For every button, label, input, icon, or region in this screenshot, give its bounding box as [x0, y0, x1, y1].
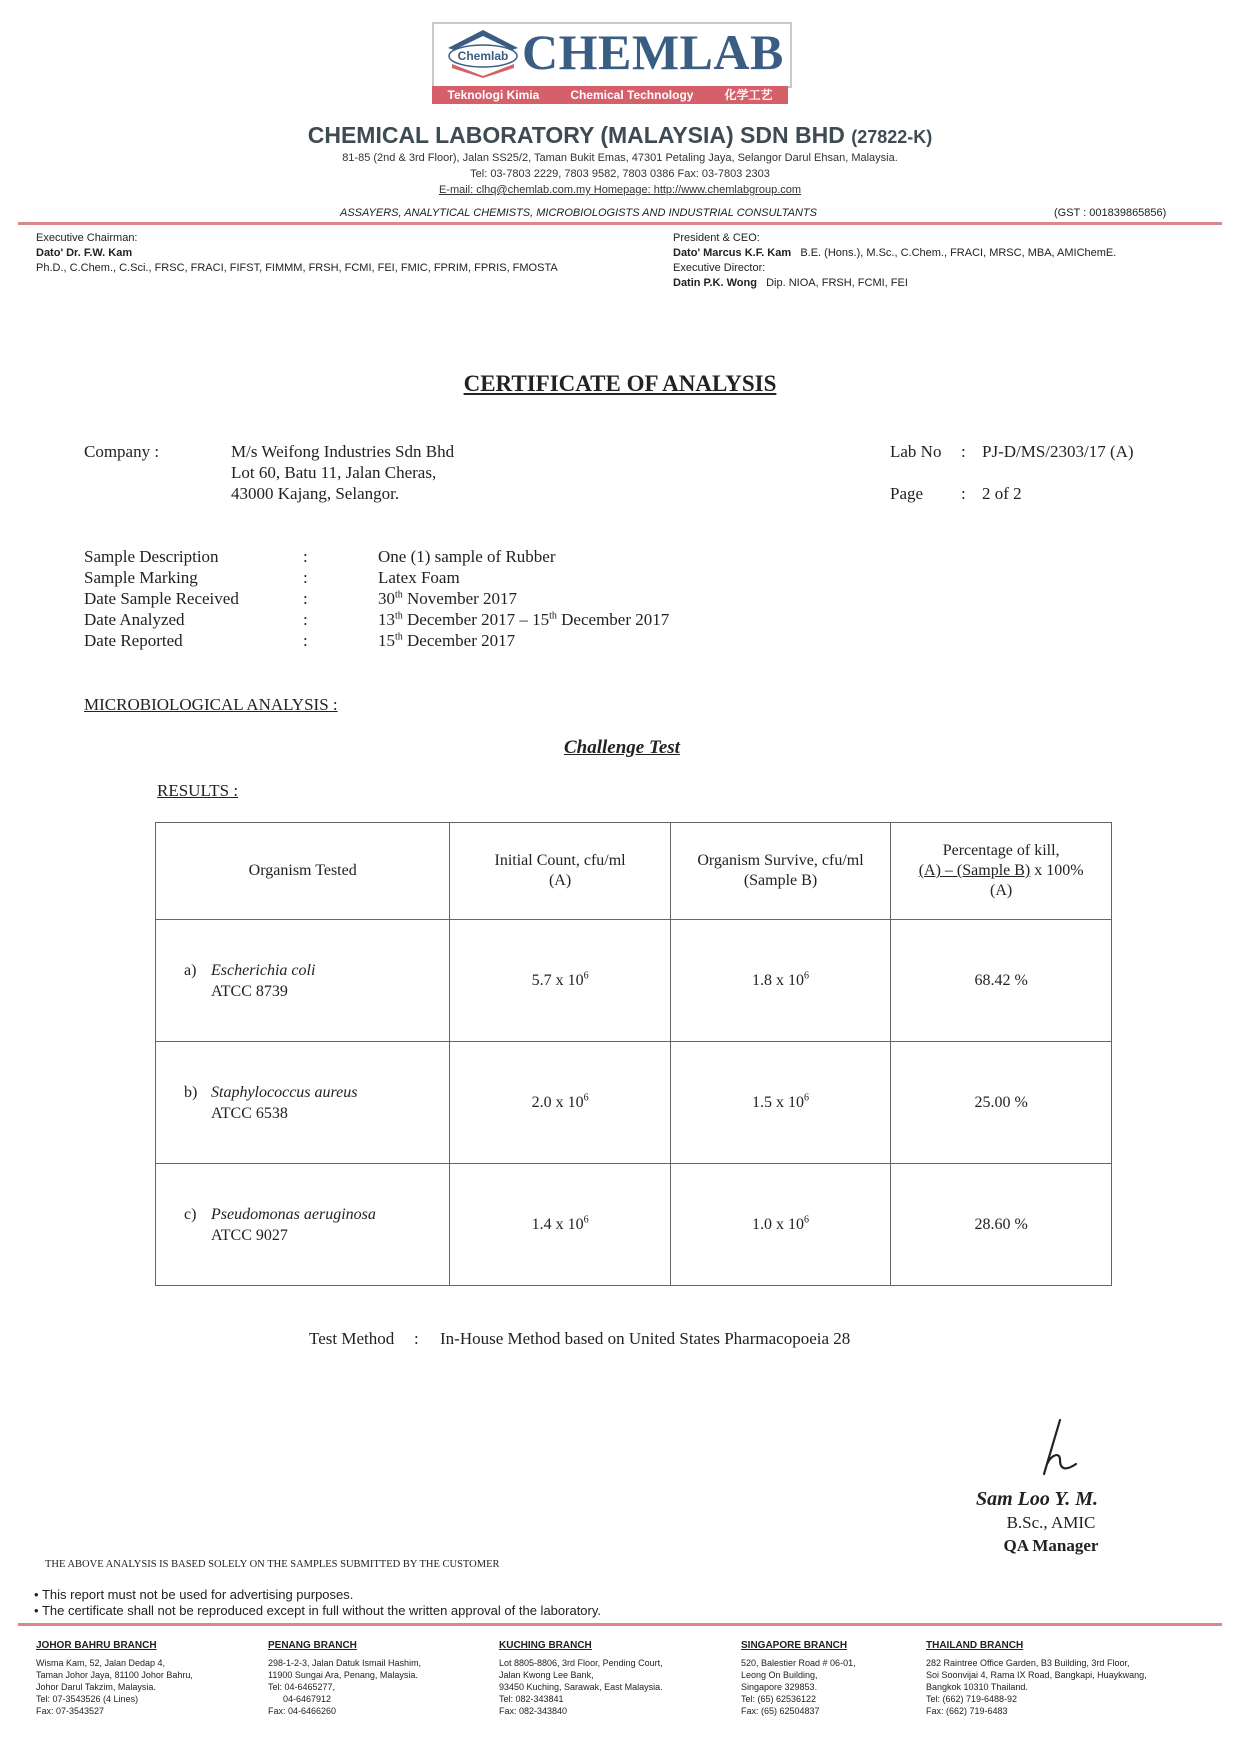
- colon: :: [303, 631, 308, 650]
- director-title: Executive Director:: [673, 262, 766, 274]
- section-heading: MICROBIOLOGICAL ANALYSIS :: [84, 695, 338, 714]
- sample-info-labels: [84, 546, 239, 651]
- colon: :: [303, 547, 308, 566]
- sample-info-colons: [303, 546, 308, 651]
- chairman-title: Executive Chairman:: [36, 232, 138, 244]
- colon: :: [303, 568, 308, 587]
- director-qualifications: Dip. NIOA, FRSH, FCMI, FEI: [766, 277, 908, 289]
- signatory-qualifications: B.Sc., AMIC: [1006, 1513, 1096, 1532]
- test-method-label: Test Method: [309, 1329, 395, 1348]
- table-row: [156, 1164, 1112, 1286]
- analysis-basis-note: THE ABOVE ANALYSIS IS BASED SOLELY ON THE SAMPLES SUBMITTED BY THE CUSTOMER: [45, 1559, 500, 1570]
- organism-cell: b) Staphylococcus aureus ATCC 6538: [156, 1042, 450, 1164]
- branch-name: JOHOR BAHRU BRANCH: [36, 1640, 157, 1651]
- gst-number: (GST : 001839865856): [1054, 207, 1167, 219]
- table-row: [156, 920, 1112, 1042]
- header-divider: [18, 222, 1222, 225]
- footer-divider: [18, 1623, 1222, 1626]
- strip-english: Chemical Technology: [570, 88, 694, 102]
- branch-johor-bahru: JOHOR BAHRU BRANCH Wisma Kam, 52, Jalan Dedap 4, Taman Johor Jaya, 81100 Johor Bahru, Johor Darul Takzim, Malaysia. Tel: 07-3543526 (4 Lines) Fax: 07-3543527: [36, 1640, 193, 1716]
- sample-description-value: One (1) sample of Rubber: [378, 547, 556, 566]
- page-colon: :: [961, 484, 966, 503]
- kill-percentage-cell: 25.00 %: [891, 1042, 1112, 1164]
- initial-count-cell: 5.7 x $10^6$: [450, 920, 670, 1042]
- date-reported-label: Date Reported: [84, 631, 183, 650]
- branch-penang: PENANG BRANCH 298-1-2-3, Jalan Datuk Ismail Hashim, 11900 Sungai Ara, Penang, Malaysia. Tel: 04-6465277, 04-6467912 Fax: 04-6466260: [268, 1640, 422, 1716]
- sample-marking-value: Latex Foam: [378, 568, 460, 587]
- chairman-qualifications: Ph.D., C.Chem., C.Sci., FRSC, FRACI, FIFST, FIMMM, FRSH, FCMI, FEI, FMIC, FPRIM, FPRIS, FMOSTA: [36, 262, 558, 274]
- initial-count-cell: 2.0 x $10^6$: [450, 1042, 670, 1164]
- logo-wordmark: CHEMLAB: [522, 24, 784, 80]
- kill-percentage-cell: 68.42 %: [891, 920, 1112, 1042]
- survive-count-cell: 1.0 x $10^6$: [670, 1164, 891, 1286]
- test-name: Challenge Test: [564, 737, 680, 758]
- company-name-text: CHEMICAL LABORATORY (MALAYSIA) SDN BHD: [307, 122, 845, 148]
- strip-chinese: 化学工艺: [724, 88, 773, 102]
- disclaimer-item: • The certificate shall not be reproduced except in full without the written approval of the laboratory.: [34, 1603, 602, 1618]
- client-name: M/s Weifong Industries Sdn Bhd: [231, 442, 455, 461]
- client-address-line-2: 43000 Kajang, Selangor.: [231, 484, 400, 503]
- disclaimer-item: • This report must not be used for advertising purposes.: [34, 1587, 354, 1602]
- date-received-value: 30th November 2017: [378, 589, 518, 608]
- kill-percentage-cell: 28.60 %: [891, 1164, 1112, 1286]
- organism-name: Escherichia coli: [211, 961, 316, 979]
- date-reported-value: 15th December 2017: [378, 631, 516, 650]
- certificate-title: CERTIFICATE OF ANALYSIS: [463, 371, 777, 396]
- chemlab-logo-emblem-icon: [446, 28, 520, 78]
- results-label: RESULTS :: [157, 781, 239, 800]
- branch-singapore: SINGAPORE BRANCH 520, Balestier Road # 06-01, Leong On Building, Singapore 329853. Tel: (65) 62536122 Fax: (65) 62504837: [741, 1640, 856, 1716]
- organism-cell: a) Escherichia coli ATCC 8739: [156, 920, 450, 1042]
- organism-cell: c) Pseudomonas aeruginosa ATCC 9027: [156, 1164, 450, 1286]
- organism-strain: ATCC 8739: [211, 982, 288, 1000]
- ceo-name: Dato' Marcus K.F. Kam: [673, 247, 792, 259]
- organism-name: Staphylococcus aureus: [211, 1083, 358, 1101]
- signature-mark-icon: [1030, 1418, 1080, 1478]
- logo-emblem-text: Chemlab: [457, 49, 509, 63]
- chairman-block: [36, 231, 558, 276]
- table-header-row: [156, 823, 1112, 920]
- director-name: Datin P.K. Wong: [673, 277, 757, 289]
- sample-marking-label: Sample Marking: [84, 568, 198, 587]
- lab-no-value: PJ-D/MS/2303/17 (A): [982, 442, 1134, 461]
- company-address: 81-85 (2nd & 3rd Floor), Jalan SS25/2, Taman Bukit Emas, 47301 Petaling Jaya, Selangor Darul Ehsan, Malaysia.: [342, 152, 898, 164]
- survive-count-cell: 1.8 x $10^6$: [670, 920, 891, 1042]
- branch-name: PENANG BRANCH: [268, 1640, 357, 1651]
- results-table: [155, 822, 1112, 1286]
- ceo-qualifications: B.E. (Hons.), M.Sc., C.Chem., FRACI, MRSC, MBA, AMIChemE.: [800, 247, 1117, 259]
- initial-count-cell: 1.4 x $10^6$: [450, 1164, 670, 1286]
- colon: :: [303, 610, 308, 629]
- header-organism-survive: Organism Survive, cfu/ml (Sample B): [670, 823, 891, 920]
- table-row: [156, 1042, 1112, 1164]
- branch-name: THAILAND BRANCH: [926, 1640, 1024, 1651]
- sample-info-values: [378, 546, 669, 651]
- company-tagline: ASSAYERS, ANALYTICAL CHEMISTS, MICROBIOLOGISTS AND INDUSTRIAL CONSULTANTS: [340, 207, 817, 219]
- ceo-block: [673, 231, 1116, 291]
- page-label: Page: [890, 484, 924, 503]
- organism-strain: ATCC 6538: [211, 1104, 288, 1122]
- organism-name: Pseudomonas aeruginosa: [211, 1205, 376, 1223]
- client-address-line-1: Lot 60, Batu 11, Jalan Cheras,: [231, 463, 437, 482]
- chairman-name: Dato' Dr. F.W. Kam: [36, 247, 133, 259]
- header-initial-count: Initial Count, cfu/ml (A): [450, 823, 670, 920]
- branch-kuching: KUCHING BRANCH Lot 8805-8806, 3rd Floor, Pending Court, Jalan Kwong Lee Bank, 93450 Kuching, Sarawak, East Malaysia. Tel: 082-343841 Fax: 082-343840: [499, 1640, 663, 1716]
- company-label: Company :: [84, 442, 160, 461]
- client-address: [231, 441, 454, 504]
- test-method-value: In-House Method based on United States Pharmacopoeia 28: [440, 1329, 851, 1348]
- date-received-label: Date Sample Received: [84, 589, 239, 608]
- sample-description-label: Sample Description: [84, 547, 219, 566]
- header-organism: Organism Tested: [156, 823, 450, 920]
- disclaimer-list: [34, 1587, 601, 1619]
- company-name: [0, 122, 1240, 149]
- lab-no-colon: :: [961, 442, 966, 461]
- date-analyzed-value: 13th December 2017 – 15th December 2017: [378, 610, 670, 629]
- company-phone-fax: Tel: 03-7803 2229, 7803 9582, 7803 0386 Fax: 03-7803 2303: [470, 168, 770, 180]
- signatory-name: Sam Loo Y. M.: [976, 1488, 1099, 1510]
- date-analyzed-label: Date Analyzed: [84, 610, 185, 629]
- colon: :: [303, 589, 308, 608]
- company-registration: (27822-K): [851, 127, 933, 147]
- survive-count-cell: 1.5 x $10^6$: [670, 1042, 891, 1164]
- branch-thailand: THAILAND BRANCH 282 Raintree Office Garden, B3 Building, 3rd Floor, Soi Soonvijai 4, Rama IX Road, Bangkapi, Huaykwang, Bangkok 10310 Thailand. Tel: (662) 719-6488-92 Fax: (662) 719-6483: [926, 1640, 1147, 1716]
- ceo-title: President & CEO:: [673, 232, 760, 244]
- branch-name: SINGAPORE BRANCH: [741, 1640, 848, 1651]
- strip-malay: Teknologi Kimia: [447, 88, 540, 102]
- header-percentage-kill: Percentage of kill, (A) – (Sample B) x 100% (A): [891, 823, 1112, 920]
- branch-name: KUCHING BRANCH: [499, 1640, 592, 1651]
- page-value: 2 of 2: [982, 484, 1022, 503]
- logo-strip: [432, 86, 788, 104]
- test-method-colon: :: [414, 1329, 419, 1348]
- company-email-homepage[interactable]: E-mail: clhq@chemlab.com.my Homepage: http://www.chemlabgroup.com: [438, 184, 802, 196]
- lab-no-label: Lab No: [890, 442, 942, 461]
- signatory-title: QA Manager: [1003, 1536, 1099, 1555]
- organism-strain: ATCC 9027: [211, 1226, 288, 1244]
